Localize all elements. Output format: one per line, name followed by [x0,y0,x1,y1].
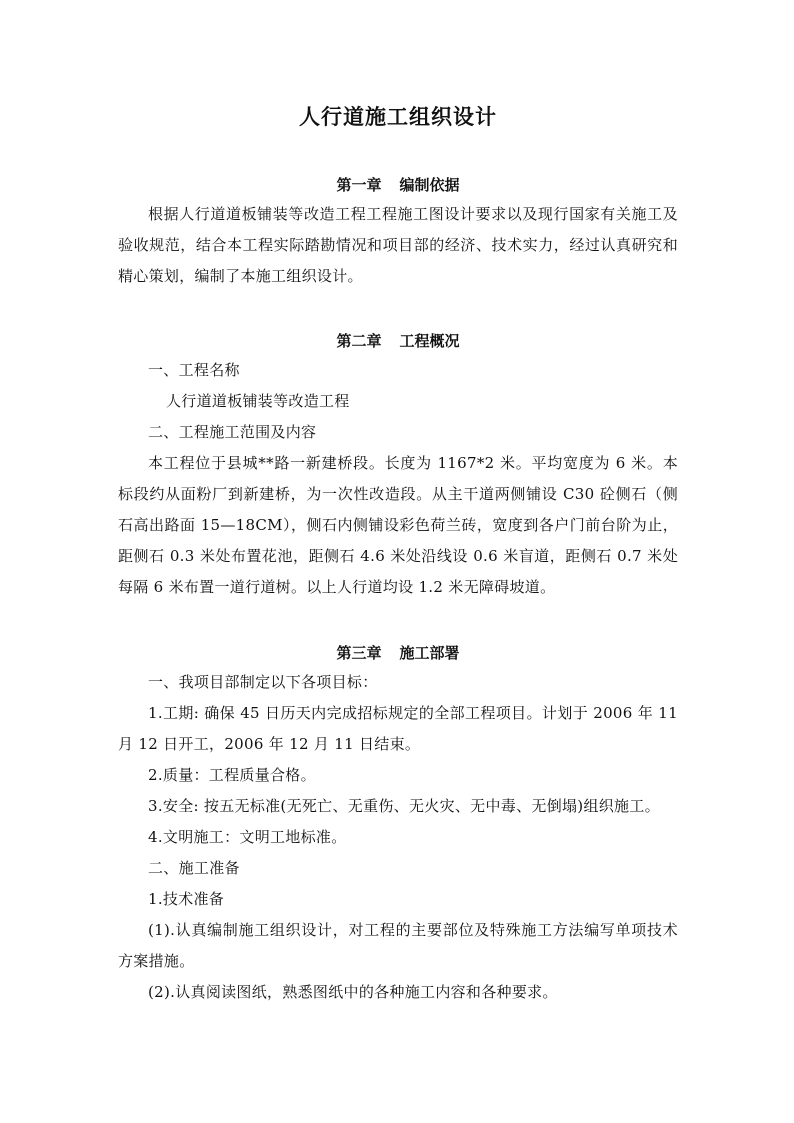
technical-prep-item-2: (2).认真阅读图纸，熟悉图纸中的各种施工内容和各种要求。 [148,983,558,1001]
chapter-3-name: 施工部署 [399,644,460,662]
chapter-1-heading [118,174,678,195]
section-heading-preparation: 二、施工准备 [148,859,240,877]
chapter-2-heading [118,330,678,351]
scope-paragraph: 本工程位于县城**路一新建桥段。长度为 1167*2 米。平均宽度为 6 米。本标段约从面粉厂到新建桥，为一次性改造段。从主干道两侧铺设 C30 砼侧石（侧石高出路面 15—18CM），侧石内侧铺设彩色荷兰砖，宽度到各户门前台阶为止，距侧石 0.3 米处布置花池，距侧石 4.6 米处沿线设 0.6 米盲道，距侧石 0.7 米处每隔 6 米布置一道行道树。以上人行道均设 1.2 米无障碍坡道。 [118,454,678,596]
section-heading-scope: 二、工程施工范围及内容 [148,423,317,441]
chapter-3-heading [118,642,678,663]
project-name-text: 人行道道板铺装等改造工程 [166,392,350,410]
section-heading-project-name: 一、工程名称 [148,361,240,379]
goal-safety: 3.安全: 按五无标准(无死亡、无重伤、无火灾、无中毒、无倒塌)组织施工。 [148,797,660,815]
subheading-technical-preparation: 1.技术准备 [148,890,225,908]
chapter-2-name: 工程概况 [399,332,460,350]
chapter-1-paragraph: 根据人行道道板铺装等改造工程工程施工图设计要求以及现行国家有关施工及验收规范，结合本工程实际踏勘情况和项目部的经济、技术实力，经过认真研究和精心策划，编制了本施工组织设计。 [118,205,678,285]
chapter-1-number: 第一章 [336,176,382,194]
technical-prep-item-1: (1).认真编制施工组织设计，对工程的主要部位及特殊施工方法编写单项技术方案措施。 [118,921,678,970]
goal-schedule: 1.工期: 确保 45 日历天内完成招标规定的全部工程项目。计划于 2006 年 11 月 12 日开工，2006 年 12 月 11 日结束。 [118,704,678,753]
section-heading-goals: 一、我项目部制定以下各项目标： [148,673,378,691]
document-title: 人行道施工组织设计 [299,104,497,129]
chapter-1-name: 编制依据 [399,176,460,194]
goal-civilized-construction: 4.文明施工：文明工地标准。 [148,828,347,846]
goal-quality: 2.质量：工程质量合格。 [148,766,316,784]
chapter-2-number: 第二章 [336,332,382,350]
chapter-3-number: 第三章 [336,644,382,662]
